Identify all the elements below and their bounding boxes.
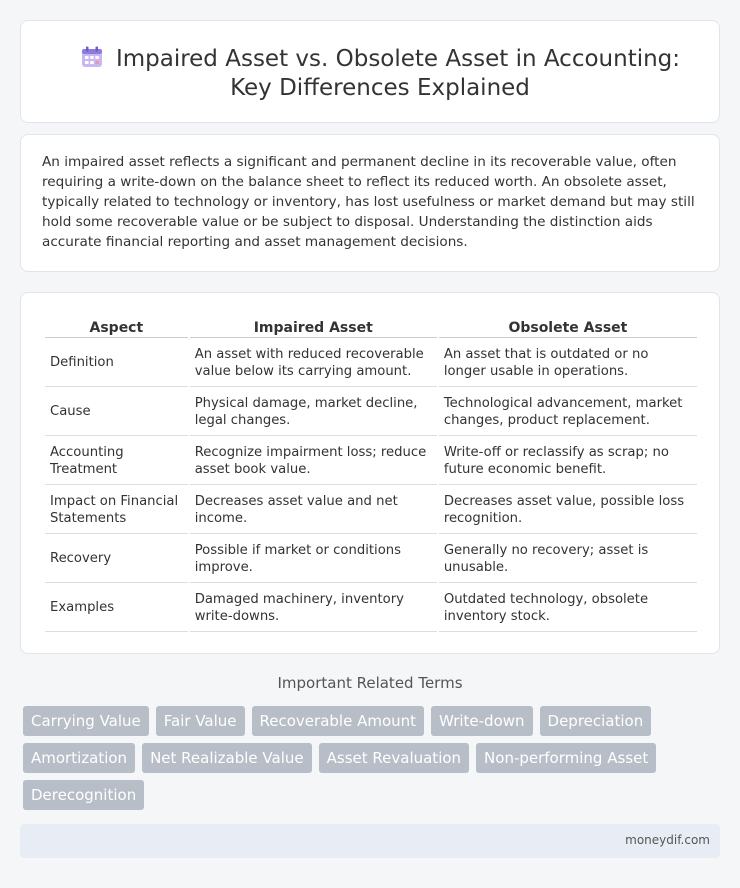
table-row [45,486,697,534]
tag-fair-value[interactable]: Fair Value [156,706,245,736]
tag-amortization[interactable]: Amortization [23,743,135,773]
cell-obsolete: Generally no recovery; asset is unusable. [439,535,697,583]
cell-obsolete: Outdated technology, obsolete inventory stock. [439,584,697,632]
table-header-row [45,318,697,338]
comparison-card [20,292,720,654]
cell-impaired: Damaged machinery, inventory write-downs. [190,584,437,632]
cell-impaired: Decreases asset value and net income. [190,486,437,534]
cell-obsolete: Technological advancement, market changes, product replacement. [439,388,697,436]
header-aspect: Aspect [45,318,188,338]
cell-aspect: Definition [45,339,188,387]
intro-paragraph: An impaired asset reflects a significant and permanent decline in its recoverable value, often requiring a write-down on the balance sheet to reflect its reduced worth. An obsolete asset, typically related to technology or inventory, has lost usefulness or market demand but may still hold some recoverable value or be subject to disposal. Understanding the distinction aids accurate financial reporting and asset management decisions. [42,154,695,250]
table-row [45,584,697,632]
cell-impaired: Possible if market or conditions improve. [190,535,437,583]
footer-site-link[interactable]: moneydif.com [625,833,710,847]
page-title-wrap [61,45,699,103]
cell-aspect: Impact on Financial Statements [45,486,188,534]
table-row [45,535,697,583]
table-row [45,388,697,436]
cell-obsolete: Decreases asset value, possible loss recognition. [439,486,697,534]
cell-obsolete: Write-off or reclassify as scrap; no future economic benefit. [439,437,697,485]
cell-aspect: Examples [45,584,188,632]
cell-obsolete: An asset that is outdated or no longer usable in operations. [439,339,697,387]
calendar-icon [80,45,104,69]
tag-carrying-value[interactable]: Carrying Value [23,706,149,736]
tag-net-realizable-value[interactable]: Net Realizable Value [142,743,312,773]
table-row [45,437,697,485]
tag-depreciation[interactable]: Depreciation [540,706,652,736]
cell-aspect: Recovery [45,535,188,583]
related-terms-list [23,706,683,810]
tag-asset-revaluation[interactable]: Asset Revaluation [319,743,469,773]
cell-aspect: Accounting Treatment [45,437,188,485]
related-terms-heading: Important Related Terms [277,674,463,692]
tag-write-down[interactable]: Write-down [431,706,533,736]
tag-non-performing-asset[interactable]: Non-performing Asset [476,743,656,773]
header-obsolete-asset: Obsolete Asset [439,318,697,338]
title-card [20,20,720,123]
cell-impaired: An asset with reduced recoverable value below its carrying amount. [190,339,437,387]
tag-recoverable-amount[interactable]: Recoverable Amount [252,706,425,736]
cell-aspect: Cause [45,388,188,436]
header-impaired-asset: Impaired Asset [190,318,437,338]
intro-card [20,134,720,272]
page-title: Impaired Asset vs. Obsolete Asset in Accounting: Key Differences Explained [115,46,681,101]
table-row [45,339,697,387]
footer-bar [20,824,720,858]
cell-impaired: Recognize impairment loss; reduce asset book value. [190,437,437,485]
tag-derecognition[interactable]: Derecognition [23,780,144,810]
comparison-table [43,317,699,633]
cell-impaired: Physical damage, market decline, legal changes. [190,388,437,436]
